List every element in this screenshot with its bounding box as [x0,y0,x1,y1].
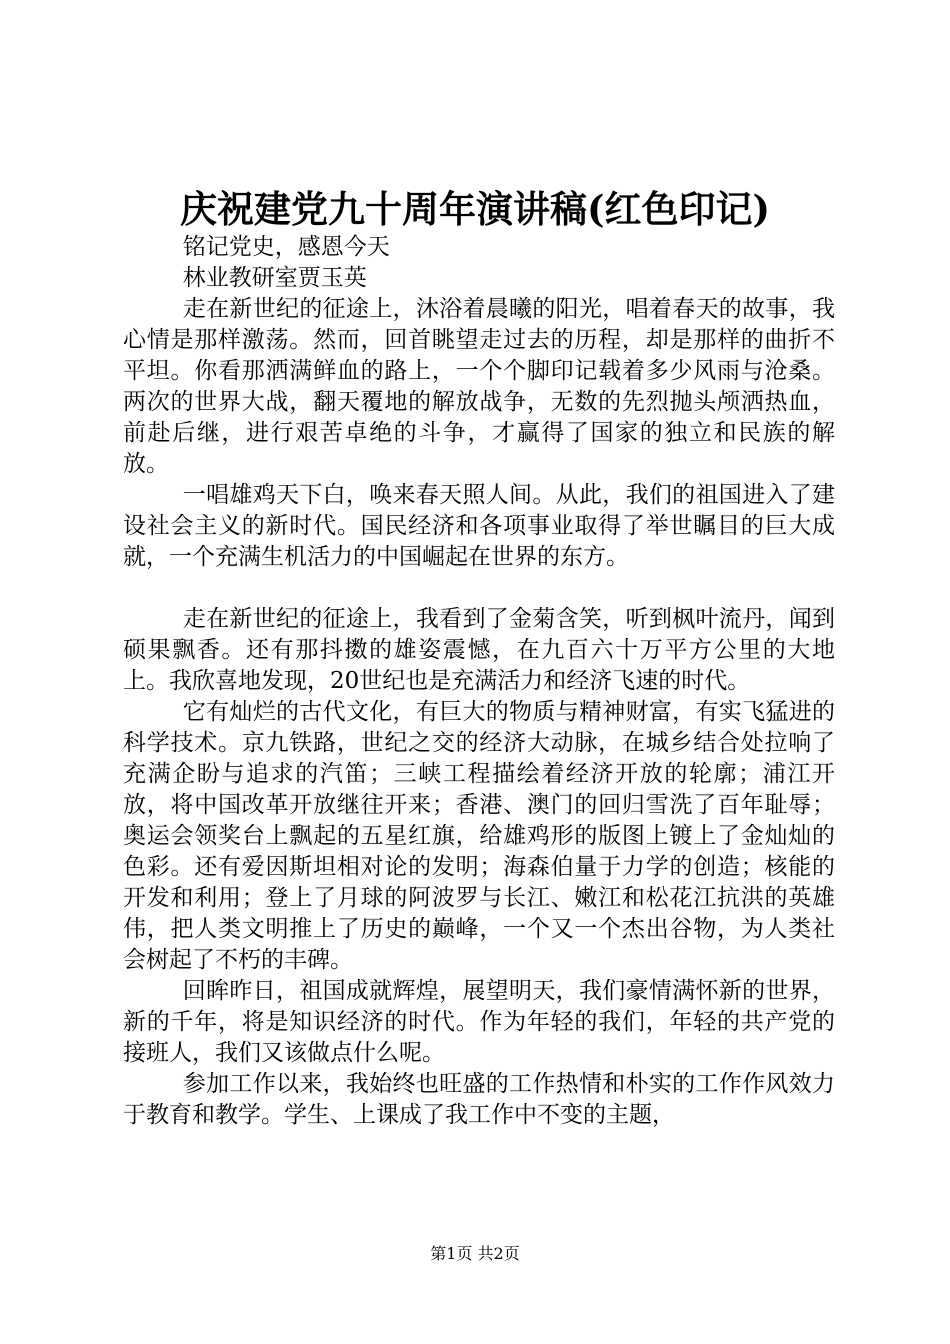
body-paragraph: 参加工作以来，我始终也旺盛的工作热情和朴实的工作作风效力于教育和教学。学生、上课成了我工作中不变的主题， [123,1071,835,1128]
body-paragraph: 它有灿烂的古代文化，有巨大的物质与精神财富，有实飞猛进的科学技术。京九铁路，世纪之交的经济大动脉，在城乡结合处拉响了充满企盼与追求的汽笛；三峡工程描绘着经济开放的轮廓；浦江开放，将中国改革开放继往开来；香港、澳门的回归雪洗了百年耻辱；奥运会领奖台上飘起的五星红旗，给雄鸡形的版图上镀上了金灿灿的色彩。还有爱因斯坦相对论的发明；海森伯量于力学的创造；核能的开发和利用；登上了月球的阿波罗与长江、嫩江和松花江抗洪的英雄伟，把人类文明推上了历史的巅峰，一个又一个杰出谷物，为人类社会树起了不朽的丰碑。 [123,699,835,973]
body-paragraph: 走在新世纪的征途上，我看到了金菊含笑，听到枫叶流丹，闻到硕果飘香。还有那抖擞的雄姿震憾，在九百六十万平方公里的大地上。我欣喜地发现，20世纪也是充满活力和经济飞速的时代。 [123,606,835,694]
author-paragraph: 林业教研室贾玉英 [182,265,367,291]
document-title: 庆祝建党九十周年演讲稿(红色印记) [179,187,770,231]
body-paragraph: 回眸昨日，祖国成就辉煌，展望明天，我们豪情满怀新的世界，新的千年，将是知识经济的时代。作为年轻的我们，年轻的共产党的接班人，我们又该做点什么呢。 [123,978,835,1066]
document-body [123,232,835,1131]
body-paragraph: 走在新世纪的征途上，沐浴着晨曦的阳光，唱着春天的故事，我心情是那样激荡。然而，回首眺望走过去的历程，却是那样的曲折不平坦。你看那洒满鲜血的路上，一个个脚印记载着多少风雨与沧桑。两次的世界大战，翻天覆地的解放战争，无数的先烈抛头颅洒热血，前赴后继，进行艰苦卓绝的斗争，才赢得了国家的独立和民族的解放。 [123,296,835,477]
subtitle-paragraph: 铭记党史，感恩今天 [182,234,390,260]
page-number-footer: 第1页 共2页 [430,1244,520,1263]
body-paragraph: 一唱雄鸡天下白，唤来春天照人间。从此，我们的祖国进入了建设社会主义的新时代。国民经济和各项事业取得了举世瞩目的巨大成就，一个充满生机活力的中国崛起在世界的东方。 [123,482,835,570]
